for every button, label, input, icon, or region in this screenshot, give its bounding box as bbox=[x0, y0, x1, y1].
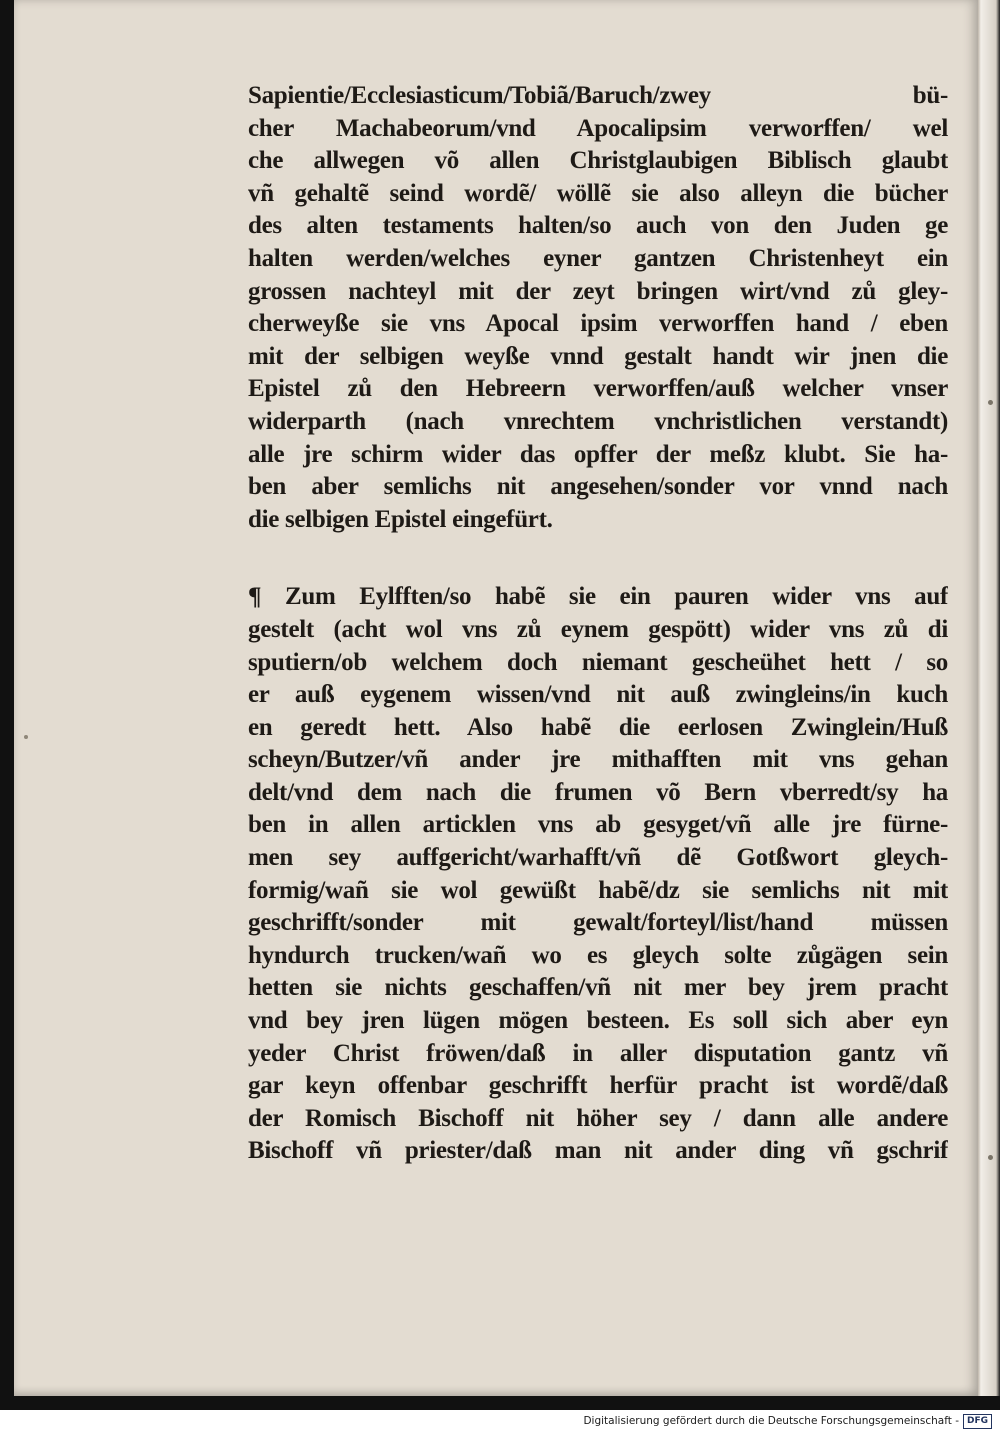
text-line: hetten sie nichts geschaffen/vñ nit mer bey jrem pracht bbox=[248, 974, 948, 1002]
text-line: ben aber semlichs nit angesehen/sonder vor vnnd nach bbox=[248, 473, 948, 501]
text-line: grossen nachteyl mit der zeyt bringen wirt/vnd zů gley- bbox=[248, 277, 948, 305]
page-edge bbox=[978, 0, 1000, 1396]
text-line: formig/wañ sie wol gewüßt habẽ/dz sie semlichs nit mit bbox=[248, 876, 948, 904]
body-text bbox=[248, 80, 948, 1168]
text-line: cher Machabeorum/vnd Apocalipsim verworffen/ wel bbox=[248, 114, 948, 142]
text-line: ben in allen articklen vns ab gesyget/vñ alle jre fürne- bbox=[248, 811, 948, 839]
margin-mark bbox=[24, 735, 28, 739]
text-line: die selbigen Epistel eingefürt. bbox=[248, 505, 553, 533]
text-line: che allwegen võ allen Christglaubigen Biblisch glaubt bbox=[248, 147, 948, 175]
text-line: cherweyße sie vns Apocal ipsim verworffen hand / eben bbox=[248, 310, 948, 338]
text-line: Bischoff vñ priester/daß man nit ander ding vñ gschrif bbox=[248, 1137, 948, 1165]
text-line: sputiern/ob welchem doch niemant gescheühet hett / so bbox=[248, 648, 948, 676]
text-line: hyndurch trucken/wañ wo es gleych solte zůgägen sein bbox=[248, 941, 948, 969]
text-line: delt/vnd dem nach die frumen võ Bern vberredt/sy ha bbox=[248, 778, 948, 806]
text-line: vñ gehaltẽ seind wordẽ/ wöllẽ sie also alleyn die bücher bbox=[248, 179, 948, 207]
paragraph-2 bbox=[248, 581, 948, 1168]
text-line: yeder Christ fröwen/daß in aller disputation gantz vñ bbox=[248, 1039, 948, 1067]
text-line: der Romisch Bischoff nit höher sey / dann alle andere bbox=[248, 1104, 948, 1132]
text-line: gar keyn offenbar geschrifft herfür pracht ist wordẽ/daß bbox=[248, 1072, 948, 1100]
footer-credit bbox=[583, 1413, 992, 1429]
text-line: halten werden/welches eyner gantzen Christenheyt ein bbox=[248, 244, 948, 272]
text-line: scheyn/Butzer/vñ ander jre mithafften mit vns gehan bbox=[248, 746, 948, 774]
paragraph-1 bbox=[248, 80, 948, 536]
text-line: en geredt hett. Also habẽ die eerlosen Zwinglein/Huß bbox=[248, 713, 948, 741]
margin-mark bbox=[988, 1155, 993, 1160]
text-line: des alten testaments halten/so auch von den Juden ge bbox=[248, 212, 948, 240]
text-line: geschrifft/sonder mit gewalt/forteyl/list/hand müssen bbox=[248, 909, 948, 937]
text-line: vnd bey jren lügen mögen besteen. Es soll sich aber eyn bbox=[248, 1007, 948, 1035]
dfg-logo-icon: DFG bbox=[963, 1414, 992, 1429]
text-line: widerparth (nach vnrechtem vnchristlichen verstandt) bbox=[248, 407, 948, 435]
text-line: mit der selbigen weyße vnnd gestalt handt wir jnen die bbox=[248, 342, 948, 370]
text-line: er auß eygenem wissen/vnd nit auß zwingleins/in kuch bbox=[248, 681, 948, 709]
text-line: men sey auffgericht/warhafft/vñ dẽ Gotßwort gleych- bbox=[248, 844, 948, 872]
text-line: Sapientie/Ecclesiasticum/Tobiã/Baruch/zwey bü- bbox=[248, 82, 948, 109]
footer-text: Digitalisierung gefördert durch die Deutsche Forschungsgemeinschaft - bbox=[583, 1415, 959, 1427]
text-line: ¶ Zum Eylfften/so habẽ sie ein pauren wider vns auf bbox=[248, 583, 948, 611]
text-line: gestelt (acht wol vns zů eynem gespött) wider vns zů di bbox=[248, 615, 948, 643]
margin-mark bbox=[988, 400, 993, 405]
paragraph-gap bbox=[248, 536, 948, 581]
text-line: alle jre schirm wider das opffer der meßz klubt. Sie ha- bbox=[248, 440, 948, 468]
text-line: Epistel zů den Hebreern verworffen/auß welcher vnser bbox=[248, 375, 948, 403]
